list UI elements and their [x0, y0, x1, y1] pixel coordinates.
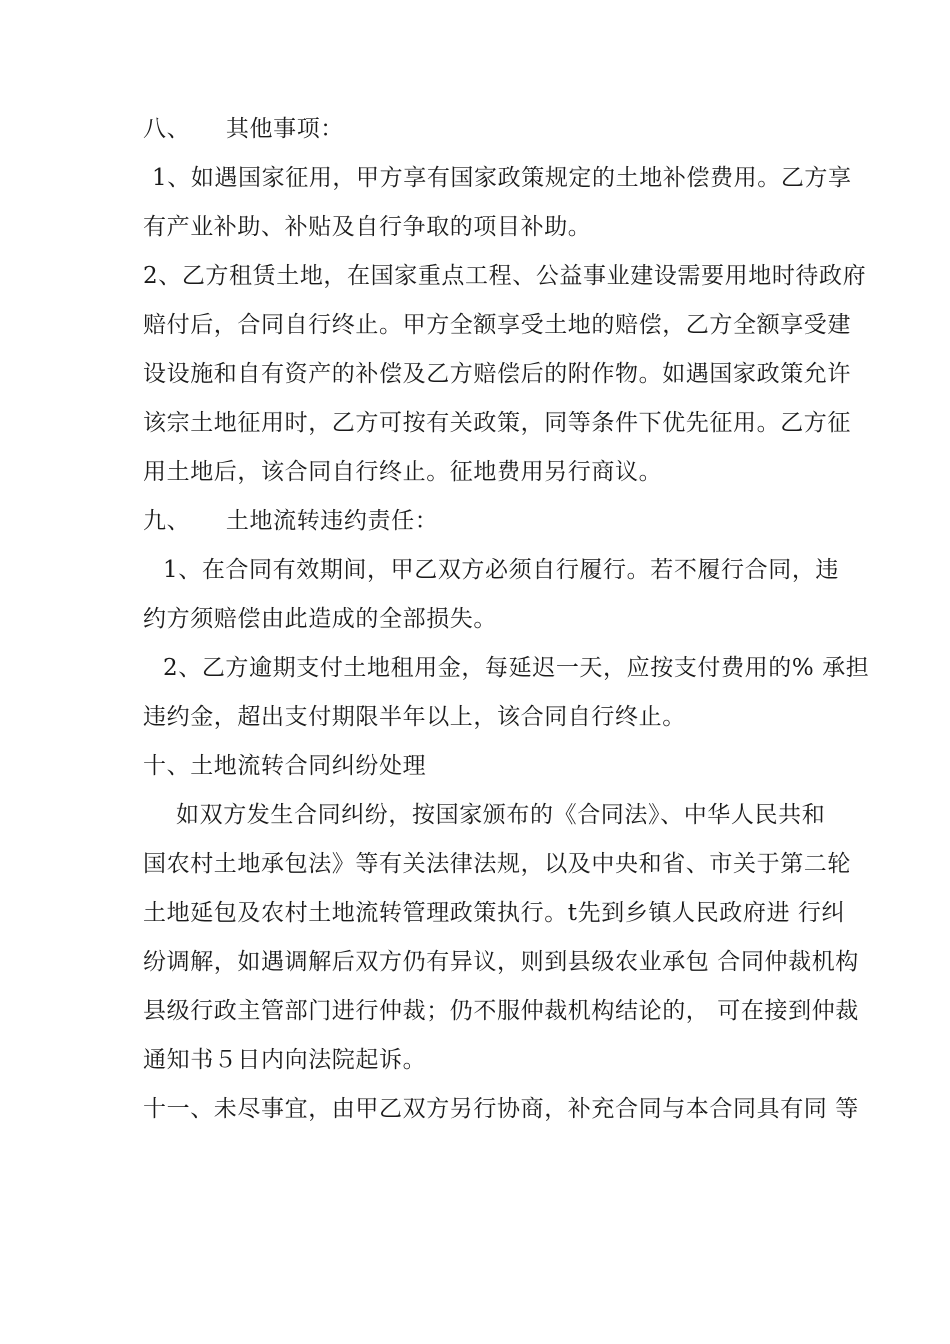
paragraph-line: 约方须赔偿由此造成的全部损失。 — [143, 606, 497, 632]
paragraph-line: 通知书５日内向法院起诉。 — [143, 1047, 427, 1073]
section-8-heading: 八、 其他事项： — [143, 116, 344, 142]
section-9-heading: 九、 土地流转违约责任： — [143, 508, 439, 534]
paragraph-line: 该宗土地征用时，乙方可按有关政策，同等条件下优先征用。乙方征 — [143, 410, 851, 436]
paragraph-line: 赔付后，合同自行终止。甲方全额享受土地的赔偿，乙方全额享受建 — [143, 312, 851, 338]
paragraph-line: 设设施和自有资产的补偿及乙方赔偿后的附作物。如遇国家政策允许 — [143, 361, 851, 387]
paragraph-line: 县级行政主管部门进行仲裁；仍不服仲裁机构结论的， 可在接到仲裁 — [143, 998, 859, 1024]
paragraph-line: 纷调解，如遇调解后双方仍有异议，则到县级农业承包 合同仲裁机构 — [143, 949, 859, 975]
paragraph-line: 违约金，超出支付期限半年以上，该合同自行终止。 — [143, 704, 686, 730]
paragraph-line: 2、乙方逾期支付土地租用金，每延迟一天，应按支付费用的% 承担 — [163, 655, 870, 681]
paragraph-line: 如双方发生合同纠纷，按国家颁布的《合同法》、中华人民共和 — [176, 802, 826, 828]
paragraph-line: 1、在合同有效期间，甲乙双方必须自行履行。若不履行合同，违 — [163, 557, 840, 583]
paragraph-line: 国农村土地承包法》等有关法律法规，以及中央和省、市关于第二轮 — [143, 851, 851, 877]
paragraph-line: 1、如遇国家征用，甲方享有国家政策规定的土地补偿费用。乙方享 — [152, 165, 852, 191]
paragraph-line: 土地延包及农村土地流转管理政策执行。t先到乡镇人民政府进 行纠 — [143, 900, 846, 926]
paragraph-line: 用土地后，该合同自行终止。征地费用另行商议。 — [143, 459, 663, 485]
section-10-heading: 十、土地流转合同纠纷处理 — [143, 753, 427, 779]
paragraph-line: 有产业补助、补贴及自行争取的项目补助。 — [143, 214, 592, 240]
paragraph-line: 2、乙方租赁土地，在国家重点工程、公益事业建设需要用地时待政府 — [143, 263, 867, 289]
section-11-line: 十一、未尽事宜，由甲乙双方另行协商，补充合同与本合同具有同 等 — [143, 1096, 859, 1122]
